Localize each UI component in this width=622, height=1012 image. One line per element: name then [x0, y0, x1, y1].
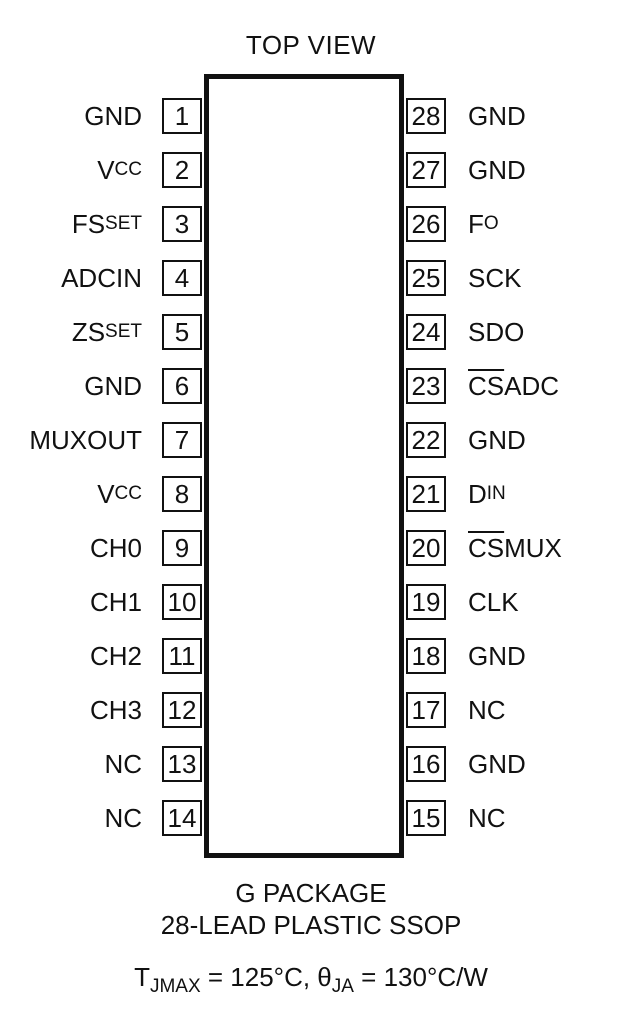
- pin-label: [468, 368, 559, 404]
- package-name: G PACKAGE: [235, 878, 387, 908]
- pin-label-main: MUXOUT: [29, 424, 142, 455]
- pin-label: [468, 638, 526, 674]
- pin-number-box: 23: [406, 368, 446, 404]
- pin-number-box: 13: [162, 746, 202, 782]
- pin-number-box: 16: [406, 746, 446, 782]
- pin-number-box: 1: [162, 98, 202, 134]
- pin-label: D IN: [468, 478, 506, 509]
- pin-number-box: 2: [162, 152, 202, 188]
- pin-label: [90, 584, 142, 620]
- pin-number-box: 26: [406, 206, 446, 242]
- pin-label-main: CH2: [89, 640, 142, 671]
- pin-number-box: 15: [406, 800, 446, 836]
- pin-label: [468, 152, 526, 188]
- pin-label: [468, 584, 519, 620]
- pin-label-main: GND: [468, 748, 526, 779]
- pin-label-main: GND: [468, 100, 526, 131]
- pin-number-box: 21: [406, 476, 446, 512]
- pin-label-main: NC: [468, 694, 506, 725]
- pin-label: [104, 746, 142, 782]
- pin-label: [468, 800, 506, 836]
- pin-label: [90, 638, 142, 674]
- pin-number-box: 5: [162, 314, 202, 350]
- pin-label: [61, 260, 142, 296]
- pin-label: [29, 422, 142, 458]
- pin-label: [468, 422, 526, 458]
- pin-label: [468, 692, 506, 728]
- pin-label: [468, 314, 524, 350]
- pin-label: [468, 530, 562, 566]
- theta-value: = 130°C/W: [353, 962, 488, 992]
- pin-label-overline: $\overline{CS}$: [468, 532, 505, 563]
- pin-number-box: 28: [406, 98, 446, 134]
- tjmax-symbol: T: [134, 962, 150, 992]
- pin-label: [84, 98, 142, 134]
- pin-label-main: CH3: [89, 694, 142, 725]
- ic-package-body: [204, 74, 404, 858]
- pin-number-box: 25: [406, 260, 446, 296]
- pin-number-box: 6: [162, 368, 202, 404]
- pin-label-overline: $\overline{CS}$: [468, 370, 505, 401]
- pin-label: [90, 530, 142, 566]
- tjmax-subscript: JMAX: [149, 976, 201, 997]
- pin-number-box: 9: [162, 530, 202, 566]
- theta-subscript: JA: [331, 976, 354, 997]
- pin-label-main: V: [97, 478, 115, 509]
- pin-label-main: ADC: [504, 370, 560, 401]
- pin-label-main: F: [468, 208, 484, 239]
- pin-number-box: 3: [162, 206, 202, 242]
- pin-number-box: 17: [406, 692, 446, 728]
- pin-number-box: 27: [406, 152, 446, 188]
- pin-number-box: 12: [162, 692, 202, 728]
- pin-label-main: GND: [468, 424, 526, 455]
- pin-label-main: CLK: [468, 586, 519, 617]
- pin-number-box: 10: [162, 584, 202, 620]
- pin-label-main: SCK: [468, 262, 522, 293]
- top-view-title: TOP VIEW: [245, 30, 377, 60]
- pin-number-box: 20: [406, 530, 446, 566]
- thermal-spec: [0, 962, 622, 997]
- pin-label: [90, 692, 142, 728]
- pin-label-main: SDO: [468, 316, 525, 347]
- pin-number-box: 22: [406, 422, 446, 458]
- pin-number-box: 24: [406, 314, 446, 350]
- pin-label-main: NC: [104, 748, 142, 779]
- theta-symbol: θ: [317, 962, 332, 992]
- pin-label-main: CH1: [89, 586, 142, 617]
- pin-number-box: 8: [162, 476, 202, 512]
- package-description: 28-LEAD PLASTIC SSOP: [160, 910, 462, 940]
- pin-label: [468, 98, 526, 134]
- pin-label: [84, 368, 142, 404]
- tjmax-value: = 125°C,: [200, 962, 318, 992]
- pin-label-main: V: [97, 154, 115, 185]
- pin-label-main: ADCIN: [61, 262, 142, 293]
- pin-number-box: 18: [406, 638, 446, 674]
- pin-number-box: 4: [162, 260, 202, 296]
- pin-label: [468, 260, 521, 296]
- pin-number-box: 7: [162, 422, 202, 458]
- pin-label-main: NC: [468, 802, 506, 833]
- pin-label: FS SET: [71, 208, 142, 239]
- pin-label: V CC: [97, 478, 142, 509]
- pin-label: F O: [468, 208, 499, 239]
- pin-label-main: D: [468, 478, 487, 509]
- pin-label: V CC: [97, 154, 142, 185]
- pin-label-main: NC: [104, 802, 142, 833]
- pin-label: [468, 746, 526, 782]
- pin-label-main: GND: [84, 100, 142, 131]
- pin-number-box: 11: [162, 638, 202, 674]
- pin-number-box: 19: [406, 584, 446, 620]
- pin-label-main: GND: [468, 154, 526, 185]
- pin-label-main: CH0: [89, 532, 142, 563]
- pin-label-main: MUX: [504, 532, 562, 563]
- pin-label-main: ZS: [71, 316, 106, 347]
- pin-label-main: GND: [84, 370, 142, 401]
- pin-number-box: 14: [162, 800, 202, 836]
- pin-label: ZS SET: [71, 316, 142, 347]
- pin-label: [104, 800, 142, 836]
- pin-label-main: FS: [71, 208, 106, 239]
- pin-label-main: GND: [468, 640, 526, 671]
